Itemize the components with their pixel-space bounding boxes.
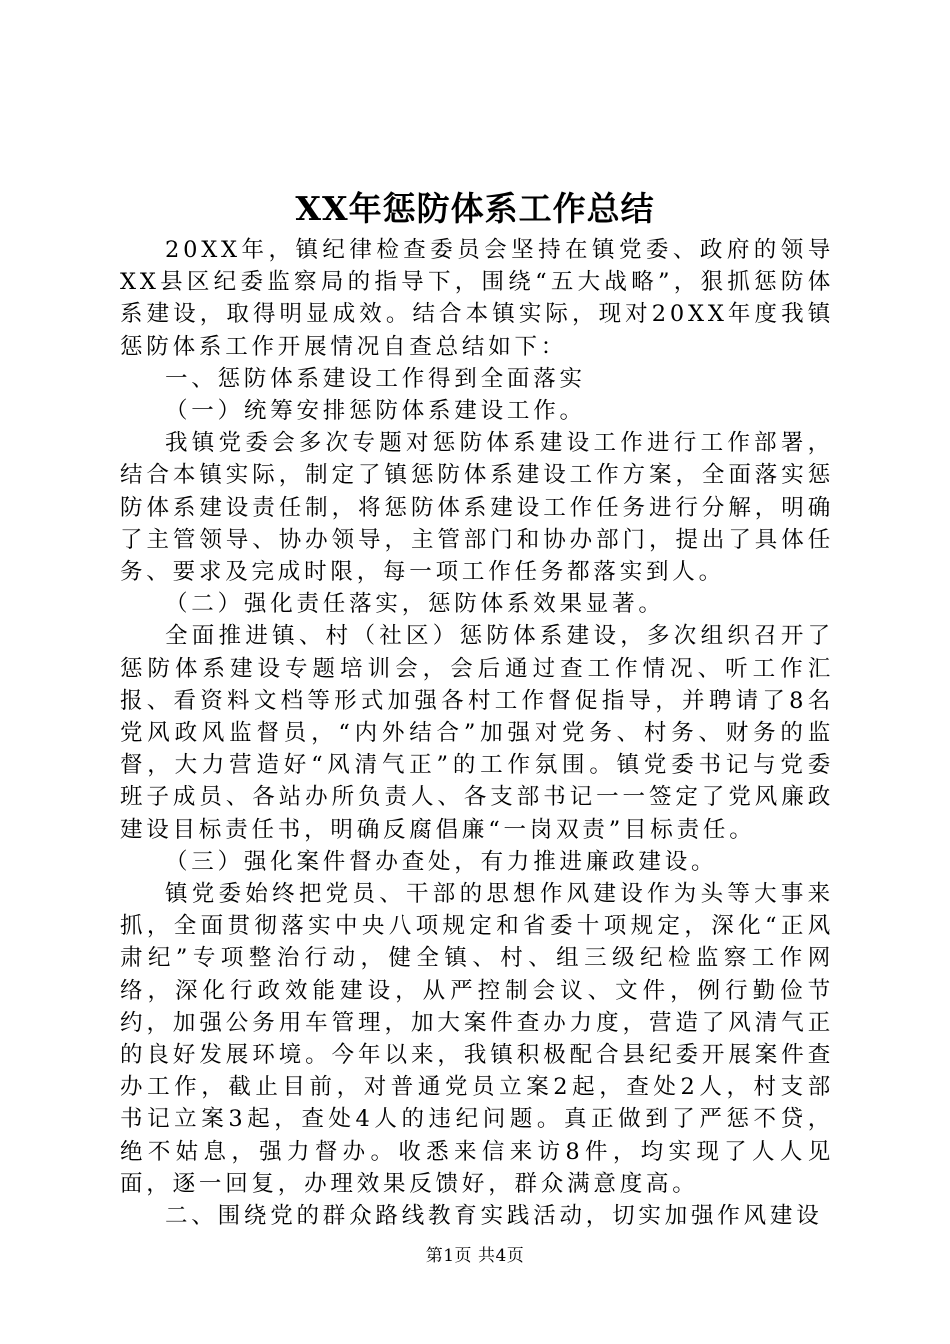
document-body: [120, 234, 834, 1232]
subsection-heading-3: （三）强化案件督办查处，有力推进廉政建设。: [165, 848, 718, 875]
document-title: XX年惩防体系工作总结: [295, 189, 655, 228]
section-heading-2: 二、围绕党的群众路线教育实践活动，切实加强作风建设: [165, 1203, 823, 1230]
body-paragraph-2: 全面推进镇、村（社区）惩防体系建设，多次组织召开了惩防体系建设专题培训会，会后通过查工作情况、听工作汇报、看资料文档等形式加强各村工作督促指导，并聘请了8名党风政风监督员，“内外结合”加强对党务、村务、财务的监督，大力营造好“风清气正”的工作氛围。镇党委书记与党委班子成员、各站办所负责人、各支部书记一一签定了党风廉政建设目标责任书，明确反腐倡廉“一岗双责”目标责任。: [120, 623, 834, 843]
page-footer: 第1页 共4页: [425, 1246, 525, 1266]
body-paragraph-3: 镇党委始终把党员、干部的思想作风建设作为头等大事来抓，全面贯彻落实中央八项规定和省委十项规定，深化“正风肃纪”专项整治行动，健全镇、村、组三级纪检监察工作网络，深化行政效能建设，从严控制会议、文件，例行勤俭节约，加强公务用车管理，加大案件查办力度，营造了风清气正的良好发展环境。今年以来，我镇积极配合县纪委开展案件查办工作，截止目前，对普通党员立案2起，查处2人，村支部书记立案3起，查处4人的违纪问题。真正做到了严惩不贷，绝不姑息，强力督办。收悉来信来访8件，均实现了人人见面，逐一回复，办理效果反馈好，群众满意度高。: [120, 881, 834, 1197]
subsection-heading-2: （二）强化责任落实，惩防体系效果显著。: [165, 591, 665, 618]
body-paragraph-1: 我镇党委会多次专题对惩防体系建设工作进行工作部署，结合本镇实际，制定了镇惩防体系建设工作方案，全面落实惩防体系建设责任制，将惩防体系建设工作任务进行分解，明确了主管领导、协办领导，主管部门和协办部门，提出了具体任务、要求及完成时限，每一项工作任务都落实到人。: [120, 430, 834, 586]
subsection-heading-1: （一）统筹安排惩防体系建设工作。: [165, 398, 586, 425]
section-heading-1: 一、惩防体系建设工作得到全面落实: [165, 365, 586, 392]
intro-paragraph: 20XX年，镇纪律检查委员会坚持在镇党委、政府的领导XX县区纪委监察局的指导下，围绕“五大战略”，狠抓惩防体系建设，取得明显成效。结合本镇实际，现对20XX年度我镇惩防体系工作开展情况自查总结如下：: [120, 237, 834, 360]
